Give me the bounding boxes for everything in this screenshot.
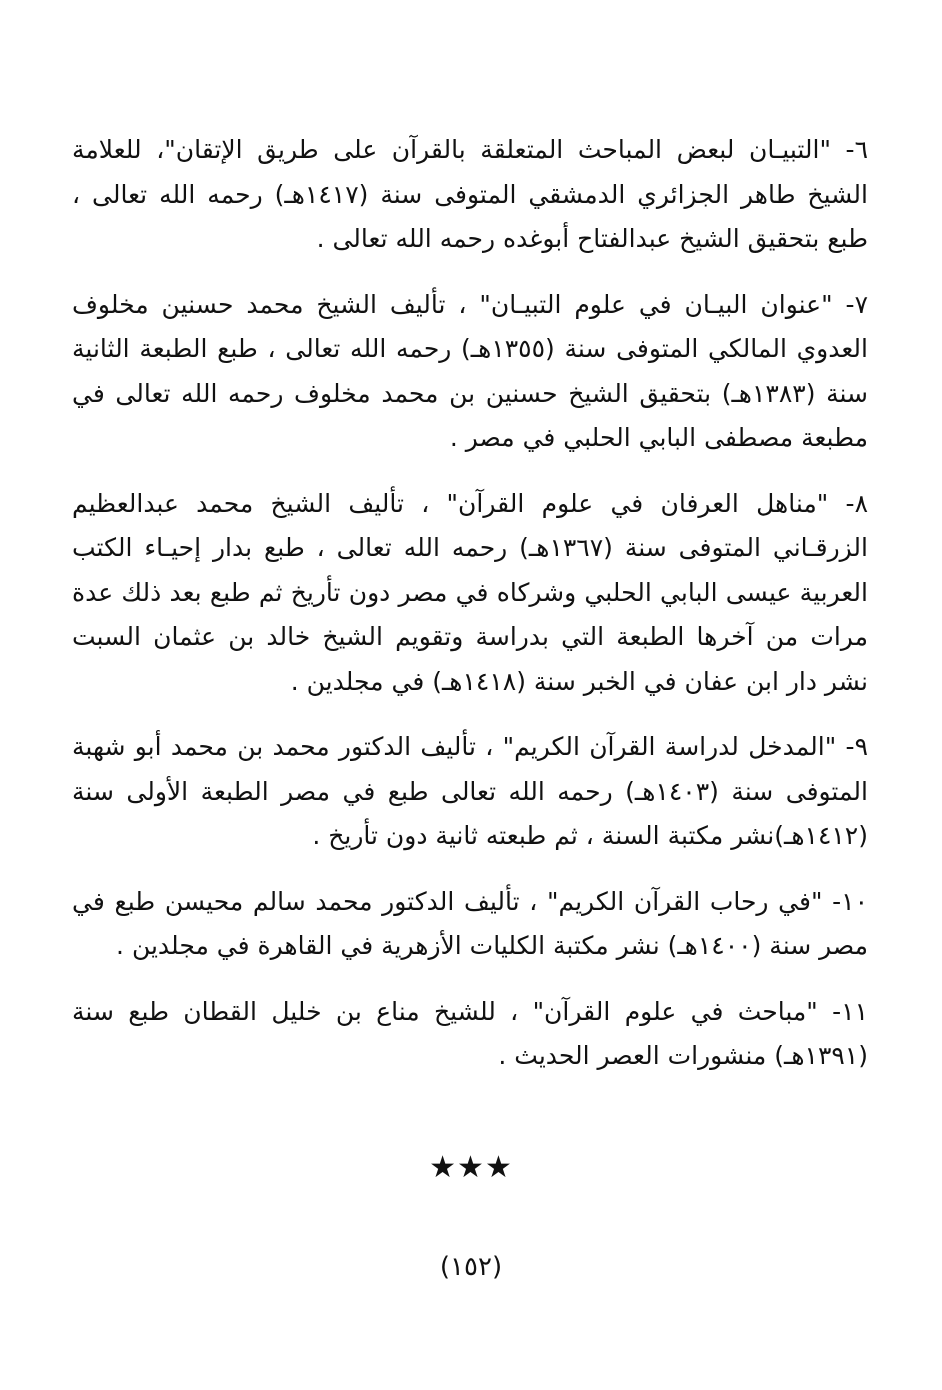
bibliography-entry-11: ١١- "مباحث في علوم القرآن" ، للشيخ مناع بن خليل القطان طبع سنة (١٣٩١هـ) منشورات العصر الحديث . [72,996,868,1070]
bibliography-entry-6: ٦- "التبيـان لبعض المباحث المتعلقة بالقرآن على طريق الإتقان"، للعلامة الشيخ طاهر الجزائري الدمشقي المتوفى سنة (١٤١٧هـ) رحمه الله تعالى ، طبع بتحقيق الشيخ عبدالفتاح أبوغده رحمه الله تعالى . [72,135,868,253]
bibliography-entry-9: ٩- "المدخل لدراسة القرآن الكريم" ، تأليف الدكتور محمد بن محمد أبو شهبة المتوفى سنة (١٤٠٣هـ) رحمه الله تعالى طبع في مصر الطبعة الأولى سنة (١٤١٢هـ)نشر مكتبة السنة ، ثم طبعته ثانية دون تأريخ . [72,732,868,850]
section-separator: ★★★ [429,1150,513,1185]
page-number: (١٥٢) [439,1252,503,1282]
bibliography-list [72,128,868,1100]
bibliography-entry-8: ٨- "مناهل العرفان في علوم القرآن" ، تأليف الشيخ محمد عبدالعظيم الزرقـاني المتوفى سنة (١٣٦٧هـ) رحمه الله تعالى ، طبع بدار إحيـاء الكتب العربية عيسى البابي الحلبي وشركاه في مصر دون تأريخ ثم طبع بعد ذلك عدة مرات من آخرها الطبعة التي بدراسة وتقويم الشيخ خالد بن عثمان السبت نشر دار ابن عفان في الخبر سنة (١٤١٨هـ) في مجلدين . [72,488,868,696]
bibliography-entry-10: ١٠- "في رحاب القرآن الكريم" ، تأليف الدكتور محمد سالم محيسن طبع في مصر سنة (١٤٠٠هـ) نشر مكتبة الكليات الأزهرية في القاهرة في مجلدين . [72,886,868,960]
bibliography-entry-7: ٧- "عنوان البيـان في علوم التبيـان" ، تأليف الشيخ محمد حسنين مخلوف العدوي المالكي المتوفى سنة (١٣٥٥هـ) رحمه الله تعالى ، طبع الطبعة الثانية سنة (١٣٨٣هـ) بتحقيق الشيخ حسنين بن محمد مخلوف رحمه الله تعالى في مطبعة مصطفى البابي الحلبي في مصر . [72,289,868,452]
